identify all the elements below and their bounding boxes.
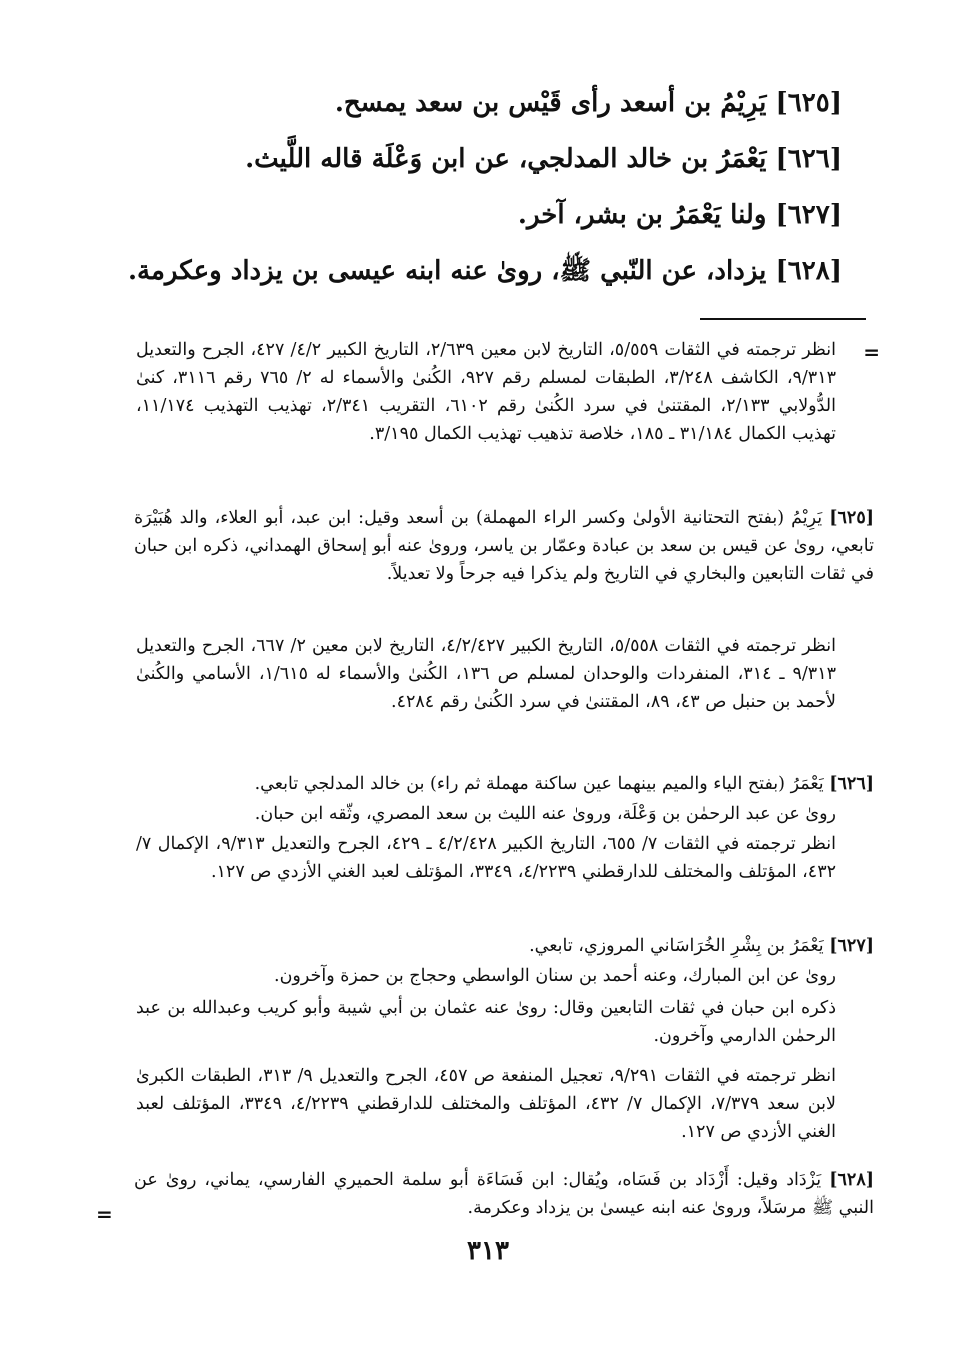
footnote-627-refs xyxy=(136,1062,836,1146)
footnote-text: روىٰ عن عبد الرحمٰن بن وَعْلَة، وروىٰ عنه الليث بن سعد المصري، وثّقه ابن حبان. xyxy=(254,804,836,824)
entry-number: [٦٢٧] xyxy=(775,200,842,230)
footnote-626 xyxy=(134,770,874,798)
footnote-625 xyxy=(134,504,874,588)
entry-text: يَعْمَرُ بن خالد المدلجي، عن ابن وَعْلَة قاله اللَّيث. xyxy=(245,144,767,174)
footnote-text: يَعْمَرُ بن بِشْرِ الخُرَاسَاني المروزي، تابعي. xyxy=(529,936,824,956)
footnote-text: انظر ترجمته في الثقات ٧/ ٦٥٥، التاريخ الكبير ٤/٢/٤٢٨ ـ ٤٢٩، الجرح والتعديل ٩/٣١٣، الإكمال ٧/ ٤٣٢، المؤتلف والمختلف للدارقطني ٤/٢٢٣٩، ٣٣٤٩، المؤتلف لعبد الغني الأزدي ص ١٢٧. xyxy=(136,834,836,882)
footnote-text: انظر ترجمته في الثقات ٥/٥٥٩، التاريخ لابن معين ٢/٦٣٩، التاريخ الكبير ٤/٢/ ٤٢٧، الجرح والتعديل ٩/٣١٣، الكاشف ٣/٢٤٨، الطبقات لمسلم رقم ٩٢٧، الكُنىٰ والأسماء له ٢/ ٧٦٥ رقم ٣١١٦، كنىٰ الدُّولابي ٢/١٣٣، المقتنىٰ في سرد الكُنىٰ رقم ٦١٠٢، التقريب ٢/٣٤١، تهذيب التهذيب ١١/١٧٤، تهذيب الكمال ٣١/١٨٤ ـ ١٨٥، خلاصة تذهيب تهذيب الكمال ٣/١٩٥. xyxy=(136,340,837,444)
footnote-number: [٦٢٨] xyxy=(829,1170,874,1190)
main-entry-628 xyxy=(102,254,842,288)
footnote-627 xyxy=(134,932,874,960)
footnote-text: يَزْدَاد وقيل: أَزْدَاد بن فَسَاه، ويُقال: ابن فَسَاءَة أبو سلمة الحميري الفارسي، يماني، روىٰ عن النبي ﷺ مرسَلاً، وروىٰ عنه ابنه عيسىٰ بن يزداد وعكرمة. xyxy=(134,1170,874,1218)
footnote-separator-rule xyxy=(700,318,866,320)
footnote-628 xyxy=(134,1166,874,1222)
footnote-626-narrators xyxy=(136,800,836,828)
footnote-text: انظر ترجمته في الثقات ٥/٥٥٨، التاريخ الكبير ٤/٢/٤٢٧، التاريخ لابن معين ٢/ ٦٦٧، الجرح والتعديل ٩/٣١٣ ـ ٣١٤، المنفردات والوحدان لمسلم ص ١٣٦، الكُنىٰ والأسماء له ١/٦١٥، الأسامي والكُنىٰ لأحمد بن حنبل ص ٤٣، ٨٩، المقتنىٰ في سرد الكُنىٰ رقم ٤٢٨٤. xyxy=(136,636,836,712)
entry-text: ولنا يَعْمَرُ بن بشر، آخر. xyxy=(517,200,767,230)
footnote-text: انظر ترجمته في الثقات ٩/٢٩١، تعجيل المنفعة ص ٤٥٧، الجرح والتعديل ٩/ ٣١٣، الطبقات الكبرىٰ لابن سعد ٧/٣٧٩، الإكمال ٧/ ٤٣٢، المؤتلف والمختلف للدارقطني ٤/٢٢٣٩، ٣٣٤٩، المؤتلف لعبد الغني الأزدي ص ١٢٧. xyxy=(136,1066,836,1142)
continuation-marker-top: = xyxy=(863,340,880,364)
footnote-number: [٦٢٧] xyxy=(829,936,874,956)
page-number: ٣١٣ xyxy=(467,1236,509,1266)
entry-text: يزداد، عن النّبي ﷺ، روىٰ عنه ابنه عيسى بن يزداد وعكرمة. xyxy=(128,256,767,286)
entry-number: [٦٢٦] xyxy=(775,144,842,174)
footnote-text: روىٰ عن ابن المبارك، وعنه أحمد بن سنان الواسطي وحجاج بن حمزة وآخرون. xyxy=(274,966,836,986)
footnote-text: ذكره ابن حبان في ثقات التابعين وقال: روىٰ عنه عثمان بن أبي شيبة وأبو كريب وعبدالله بن عبد الرحمٰن الدارمي وآخرون. xyxy=(136,998,836,1046)
footnote-625-refs xyxy=(136,632,836,716)
entry-number: [٦٢٥] xyxy=(775,88,842,118)
footnote-627-narrators xyxy=(136,962,836,990)
footnote-carryover xyxy=(136,336,836,448)
footnote-text: يَرِيْمُ (بفتح التحتانية الأولىٰ وكسر الراء المهملة) بن أسعد وقيل: ابن عبد، أبو العلاء، والد هُبَيْرَة تابعي، روىٰ عن قيس بن سعد بن عبادة وعمّار بن ياسر، وروىٰ عنه أبو إسحاق الهمداني، ذكره ابن حبان في ثقات التابعين والبخاري في التاريخ ولم يذكرا فيه جرحاً ولا تعديلاً. xyxy=(134,508,874,584)
footnote-626-refs xyxy=(136,830,836,886)
entry-text: يَرِيْمُ بن أسعد رأى قَيْس بن سعد يمسح. xyxy=(334,88,767,118)
footnote-627-ibn-hibban xyxy=(136,994,836,1050)
main-entry-625 xyxy=(102,86,842,120)
main-entry-627 xyxy=(102,198,842,232)
footnote-number: [٦٢٦] xyxy=(829,774,874,794)
main-entry-626 xyxy=(102,142,842,176)
entry-number: [٦٢٨] xyxy=(775,256,842,286)
continuation-marker-bottom: = xyxy=(96,1202,113,1226)
footnote-number: [٦٢٥] xyxy=(829,508,874,528)
footnote-text: يَعْمَرُ (بفتح الياء والميم بينهما عين ساكنة مهملة ثم راء) بن خالد المدلجي تابعي. xyxy=(254,774,824,794)
